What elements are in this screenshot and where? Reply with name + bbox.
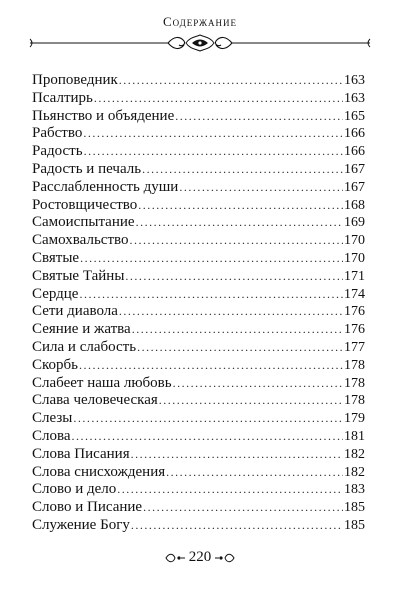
toc-entry[interactable]: [32, 392, 365, 410]
toc-page: 167: [344, 179, 365, 195]
toc-page: 166: [344, 126, 365, 142]
dot-leader: [179, 179, 343, 197]
toc-entry[interactable]: [32, 428, 365, 446]
dot-leader: [142, 161, 343, 179]
toc-title: Псалтирь: [32, 89, 93, 106]
dot-leader: [125, 268, 343, 286]
toc-page: 170: [344, 250, 365, 266]
toc-page: 182: [344, 464, 365, 480]
toc-title: Рабство: [32, 125, 83, 142]
toc-page: 185: [344, 517, 365, 533]
toc-entry[interactable]: [32, 410, 365, 428]
toc-title: Святые Тайны: [32, 267, 125, 284]
toc-page: 174: [344, 286, 365, 302]
toc-entry[interactable]: [32, 108, 365, 126]
toc-entry[interactable]: [32, 339, 365, 357]
toc-title: Святые: [32, 249, 80, 266]
toc-title: Служение Богу: [32, 516, 130, 533]
toc-page: 183: [344, 482, 365, 498]
toc-page: 178: [344, 393, 365, 409]
toc-title: Сеяние и жатва: [32, 321, 131, 338]
toc-page: 163: [344, 73, 365, 88]
toc-title: Самохвальство: [32, 232, 129, 249]
toc-page: 176: [344, 322, 365, 338]
toc-title: Слова снисхождения: [32, 463, 166, 480]
toc-title: Слезы: [32, 410, 73, 427]
toc-entry[interactable]: [32, 143, 365, 161]
toc-title: Слово и дело: [32, 481, 117, 498]
dot-leader: [79, 357, 343, 375]
dot-leader: [143, 499, 343, 517]
toc-entry[interactable]: [32, 321, 365, 339]
toc-page: 171: [344, 268, 365, 284]
page-number: 220: [188, 549, 212, 565]
toc-entry[interactable]: [32, 464, 365, 482]
toc-entry[interactable]: [32, 375, 365, 393]
toc-title: Сила и слабость: [32, 338, 137, 355]
dot-leader: [132, 321, 343, 339]
toc-title: Радость: [32, 143, 83, 160]
toc-page: 176: [344, 304, 365, 320]
toc-page: 181: [344, 428, 365, 444]
dot-leader: [136, 214, 343, 232]
dot-leader: [94, 90, 343, 108]
toc-title: Слава человеческая: [32, 392, 158, 409]
toc-entry[interactable]: [32, 286, 365, 304]
flourish-left-icon: [165, 552, 185, 564]
toc-entry[interactable]: [32, 125, 365, 143]
toc-page: 169: [344, 215, 365, 231]
running-head: Содержание: [162, 14, 238, 29]
toc-page: 179: [344, 411, 365, 427]
toc-page: 166: [344, 144, 365, 160]
toc-title: Слово и Писание: [32, 499, 143, 516]
dot-leader: [129, 232, 343, 250]
dot-leader: [131, 517, 343, 535]
toc-title: Ростовщичество: [32, 196, 138, 213]
toc-title: Скорбь: [32, 356, 79, 373]
dot-leader: [117, 481, 343, 499]
toc-page: 167: [344, 161, 365, 177]
toc-page: 185: [344, 500, 365, 516]
dot-leader: [131, 446, 343, 464]
toc-entry[interactable]: [32, 481, 365, 499]
dot-leader: [119, 303, 343, 321]
toc-page: 178: [344, 375, 365, 391]
toc-page: 170: [344, 233, 365, 249]
dot-leader: [80, 250, 343, 268]
toc-page: 177: [344, 339, 365, 355]
toc-title: Слова Писания: [32, 445, 130, 462]
dot-leader: [84, 143, 343, 161]
table-of-contents: [32, 72, 365, 535]
toc-title: Слова: [32, 427, 71, 444]
dot-leader: [138, 197, 343, 215]
toc-title: Сердце: [32, 285, 79, 302]
toc-entry[interactable]: [32, 197, 365, 215]
toc-page: 182: [344, 446, 365, 462]
toc-title: Сети диавола: [32, 303, 118, 320]
toc-title: Проповедник: [32, 72, 118, 88]
toc-title: Радость и печаль: [32, 160, 142, 177]
toc-title: Пьянство и объядение: [32, 107, 175, 124]
toc-entry[interactable]: [32, 90, 365, 108]
page-number-footer: [0, 549, 400, 566]
toc-entry[interactable]: [32, 517, 365, 535]
toc-entry[interactable]: [32, 303, 365, 321]
dot-leader: [72, 428, 343, 446]
toc-entry[interactable]: [32, 232, 365, 250]
dot-leader: [173, 375, 343, 393]
toc-title: Расслабленность души: [32, 178, 179, 195]
toc-entry[interactable]: [32, 499, 365, 517]
toc-entry[interactable]: [32, 357, 365, 375]
toc-entry[interactable]: [32, 268, 365, 286]
dot-leader: [159, 392, 343, 410]
toc-page: 165: [344, 108, 365, 124]
dot-leader: [83, 125, 343, 143]
dot-leader: [79, 286, 343, 304]
toc-entry[interactable]: [32, 72, 365, 90]
toc-title: Самоиспытание: [32, 214, 135, 231]
toc-page: 168: [344, 197, 365, 213]
dot-leader: [73, 410, 343, 428]
toc-entry[interactable]: [32, 179, 365, 197]
ornamental-divider: [28, 33, 372, 53]
toc-title: Слабеет наша любовь: [32, 374, 172, 391]
toc-entry[interactable]: [32, 446, 365, 464]
dot-leader: [175, 108, 343, 126]
dot-leader: [137, 339, 343, 357]
toc-entry[interactable]: [32, 214, 365, 232]
dot-leader: [166, 464, 343, 482]
dot-leader: [119, 72, 343, 90]
toc-page: 163: [344, 90, 365, 106]
toc-entry[interactable]: [32, 161, 365, 179]
toc-page: 178: [344, 357, 365, 373]
flourish-right-icon: [215, 552, 235, 564]
toc-entry[interactable]: [32, 250, 365, 268]
